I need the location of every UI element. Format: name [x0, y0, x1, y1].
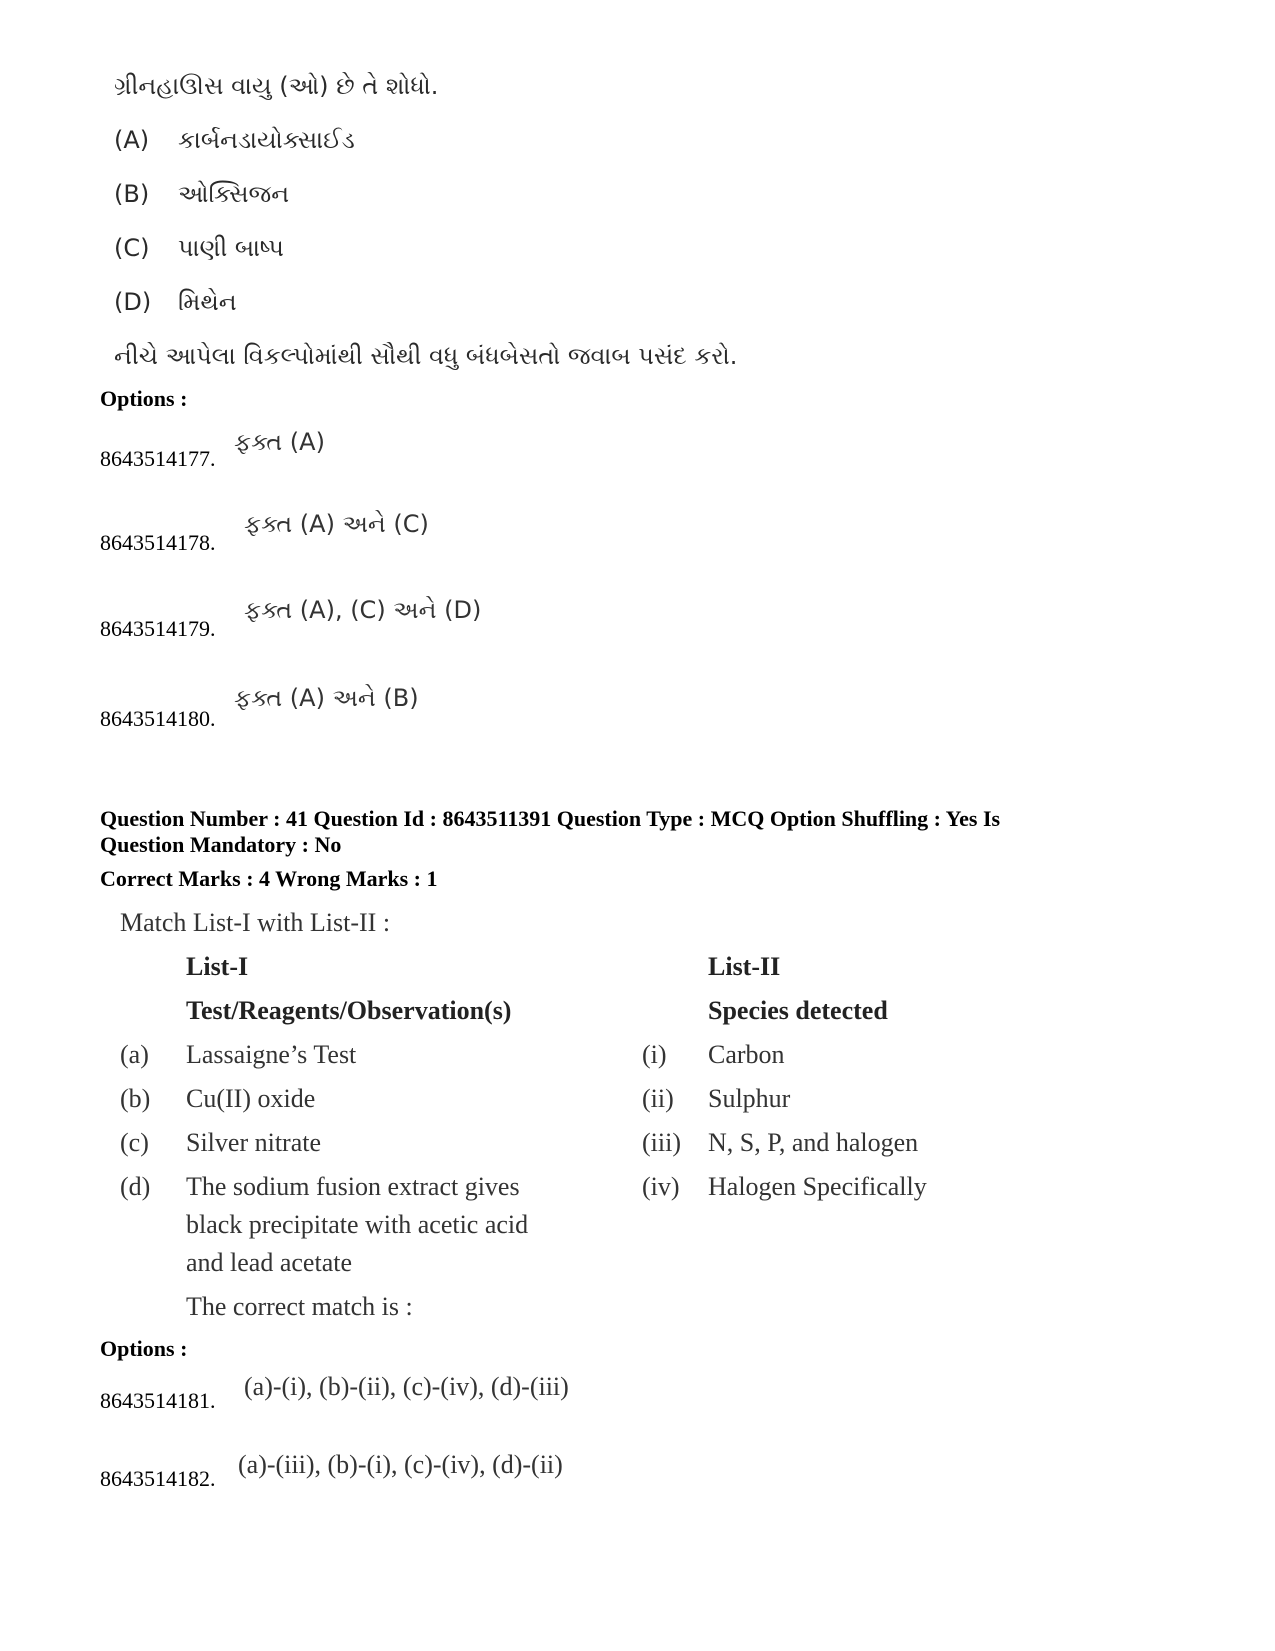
option-id: 8643514178.: [100, 530, 216, 555]
option-text: (a)-(iii), (b)-(i), (c)-(iv), (d)-(ii): [238, 1450, 563, 1479]
list2-label: (iv): [642, 1172, 680, 1201]
list1-label: (a): [120, 1040, 149, 1069]
options-heading: Options :: [100, 386, 188, 411]
option-text: ફક્ત (A) અને (C): [244, 510, 429, 538]
list2-text: Halogen Specifically: [708, 1172, 927, 1201]
option-id: 8643514180.: [100, 706, 216, 731]
list1-text-line: The sodium fusion extract gives: [186, 1172, 520, 1201]
closing-text: The correct match is :: [186, 1292, 413, 1321]
gujarati-item-text-b: ઓક્સિજન: [178, 180, 290, 208]
gujarati-item-label-c: (C): [114, 234, 150, 262]
gujarati-item-label-b: (B): [114, 180, 150, 208]
list1-label: (d): [120, 1172, 151, 1201]
list2-text: Carbon: [708, 1040, 785, 1069]
list2-label: (ii): [642, 1084, 674, 1113]
option-text: (a)-(i), (b)-(ii), (c)-(iv), (d)-(iii): [244, 1372, 569, 1401]
option-text: ફક્ત (A), (C) અને (D): [244, 596, 482, 624]
list1-text: Lassaigne’s Test: [186, 1040, 357, 1069]
question-marks: Correct Marks : 4 Wrong Marks : 1: [100, 866, 438, 891]
list1-text-line: and lead acetate: [186, 1248, 352, 1277]
option-text: ફક્ત (A) અને (B): [234, 684, 419, 712]
gujarati-item-text-a: કાર્બનડાયોક્સાઈડ: [178, 126, 355, 154]
question-meta-line: Question Mandatory : No: [100, 832, 342, 857]
option-text: ફક્ત (A): [234, 428, 325, 456]
gujarati-item-label-d: (D): [114, 288, 152, 316]
gujarati-instruction: નીચે આપેલા વિકલ્પોમાંથી સૌથી વધુ બંધબેસતો જવાબ પસંદ કરો.: [114, 342, 738, 370]
question-meta-line: Question Number : 41 Question Id : 8643511391 Question Type : MCQ Option Shuffling : Yes Is: [100, 806, 1001, 831]
list2-heading: List-II: [708, 952, 781, 981]
list2-text: Sulphur: [708, 1084, 791, 1113]
list1-heading: List-I: [186, 952, 249, 981]
gujarati-item-label-a: (A): [114, 126, 150, 154]
list1-text: Silver nitrate: [186, 1128, 322, 1157]
option-id: 8643514177.: [100, 446, 216, 471]
list2-subheading: Species detected: [708, 996, 888, 1025]
option-id: 8643514179.: [100, 616, 216, 641]
options-heading: Options :: [100, 1336, 188, 1361]
list2-text: N, S, P, and halogen: [708, 1128, 919, 1157]
list1-text: Cu(II) oxide: [186, 1084, 316, 1113]
question-stem: Match List-I with List-II :: [120, 908, 391, 937]
gujarati-item-text-d: મિથેન: [178, 288, 237, 316]
list2-label: (iii): [642, 1128, 681, 1157]
gujarati-question-stem: ગ્રીનહાઊસ વાયુ (ઓ) છે તે શોધો.: [114, 72, 439, 100]
option-id: 8643514181.: [100, 1388, 216, 1413]
list1-label: (b): [120, 1084, 151, 1113]
list1-text-line: black precipitate with acetic acid: [186, 1210, 529, 1239]
option-id: 8643514182.: [100, 1466, 216, 1491]
list1-subheading: Test/Reagents/Observation(s): [186, 996, 512, 1025]
gujarati-item-text-c: પાણી બાષ્પ: [178, 234, 284, 262]
list2-label: (i): [642, 1040, 667, 1069]
list1-label: (c): [120, 1128, 149, 1157]
